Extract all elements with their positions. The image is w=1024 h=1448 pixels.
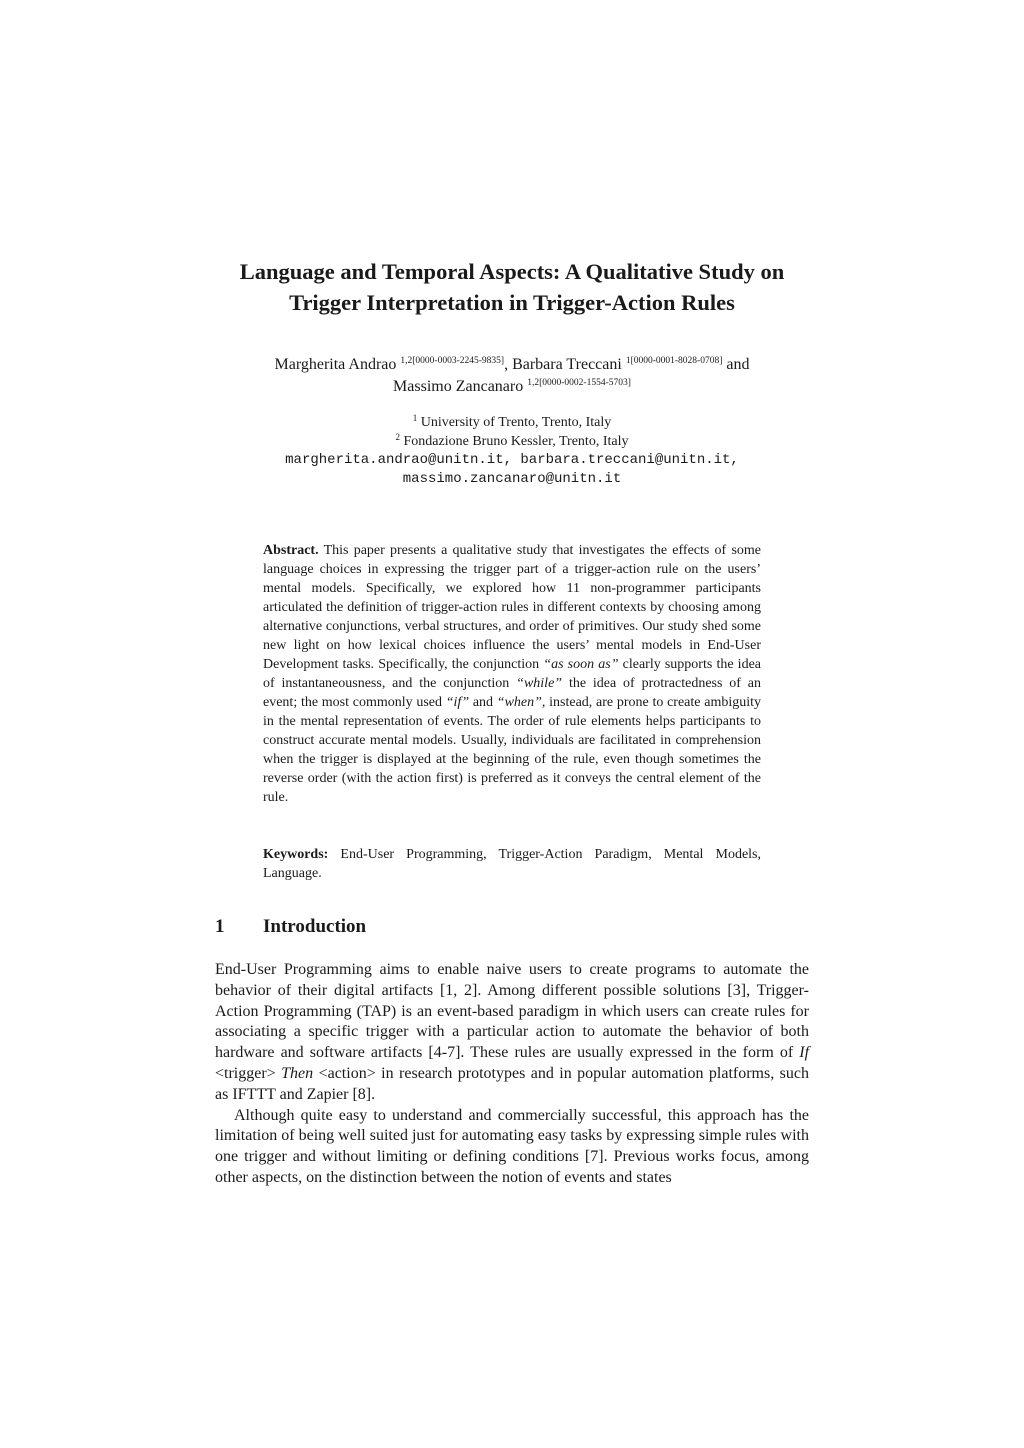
abstract: [263, 541, 761, 807]
abstract-label: Abstract.: [263, 543, 319, 558]
email-line-2[interactable]: massimo.zancanaro@unitn.it: [402, 471, 622, 487]
paragraph-text: <trigger>: [215, 1064, 276, 1082]
affiliation-block: [200, 413, 824, 489]
affiliation-text: University of Trento, Trento, Italy: [420, 415, 612, 430]
author-affiliation-orcid: 1[0000-0001-8028-0708]: [625, 356, 723, 366]
author-line-1: [200, 354, 824, 376]
paragraph-text: End-User Programming aims to enable naive users to create programs to automate the behavior of their digital artifacts [1, 2]. Among different possible solutions [3], Trigger-Action Programming (TAP) is an event-based paradigm in which users can create rules for associating a specific trigger with a particular action to automate the behavior of both hardware and software artifacts [4-7]. These rules are usually expressed in the form of: [215, 961, 809, 1062]
paragraph-emphasis: Then: [281, 1064, 314, 1082]
paper-title: [200, 256, 824, 318]
title-line-1: Language and Temporal Aspects: A Qualitative Study on: [239, 259, 785, 284]
author-affiliation-orcid: 1,2[0000-0003-2245-9835]: [400, 356, 505, 366]
author-affiliation-orcid: 1,2[0000-0002-1554-5703]: [527, 378, 631, 388]
abstract-quote: “as soon as”: [543, 657, 619, 672]
author-name: Barbara Treccani: [512, 356, 622, 373]
keywords-label: Keywords:: [263, 847, 329, 862]
affiliation-2: [200, 432, 824, 451]
abstract-text: and: [472, 695, 494, 710]
keywords: [263, 845, 761, 883]
body-text: [215, 960, 809, 1189]
abstract-quote: “if”: [445, 695, 470, 710]
email-line-1[interactable]: margherita.andrao@unitn.it, barbara.treccani@unitn.it,: [285, 452, 739, 468]
author-list: [200, 354, 824, 398]
title-line-2: Trigger Interpretation in Trigger-Action Rules: [289, 290, 735, 315]
affiliation-1: [200, 413, 824, 432]
author-line-2: [200, 376, 824, 398]
abstract-text: clearly supports the idea of instantaneousness, and the conjunction: [263, 657, 761, 691]
abstract-quote: “while”: [516, 676, 563, 691]
author-separator: ,: [504, 356, 513, 373]
section-heading: [215, 914, 366, 940]
paragraph: [215, 960, 809, 1106]
abstract-quote: “when”: [496, 695, 542, 710]
abstract-text: the idea of protractedness of an event; the most commonly used: [263, 676, 762, 710]
section-title: Introduction: [263, 916, 367, 937]
keywords-text: End-User Programming, Trigger-Action Paradigm, Mental Models, Language.: [263, 847, 762, 881]
section-number: 1: [215, 916, 225, 937]
paragraph: Although quite easy to understand and commercially successful, this approach has the limitation of being well suited just for automating easy tasks by expressing simple rules with one trigger and without limiting or defining conditions [7]. Previous works focus, among other aspects, on the distinction between the notion of events and states: [215, 1106, 809, 1186]
affiliation-number: 1: [412, 413, 418, 423]
abstract-text: This paper presents a qualitative study that investigates the effects of some language choices in expressing the trigger part of a trigger-action rule on the users’ mental models. Specifically, we explored how 11 non-programmer participants articulated the definition of trigger-action rules in different contexts by choosing among alternative conjunctions, verbal structures, and order of primitives. Our study shed some new light on how lexical choices influence the users’ mental models in End-User Development tasks. Specifically, the conjunction: [263, 543, 761, 672]
abstract-text: , instead, are prone to create ambiguity in the mental representation of events. The order of rule elements helps participants to construct accurate mental models. Usually, individuals are facilitated in comprehension when the trigger is displayed at the beginning of the rule, even though sometimes the reverse order (with the action first) is preferred as it conveys the central element of the rule.: [263, 695, 761, 805]
author-name: Massimo Zancanaro: [393, 378, 524, 395]
author-name: Margherita Andrao: [274, 356, 397, 373]
paragraph-emphasis: If: [799, 1044, 810, 1062]
paragraph-text: <action> in research prototypes and in popular automation platforms, such as IFTTT and Zapier [8].: [215, 1064, 809, 1103]
author-and: and: [726, 356, 750, 373]
affiliation-number: 2: [395, 432, 400, 442]
affiliation-text: Fondazione Bruno Kessler, Trento, Italy: [403, 434, 629, 449]
